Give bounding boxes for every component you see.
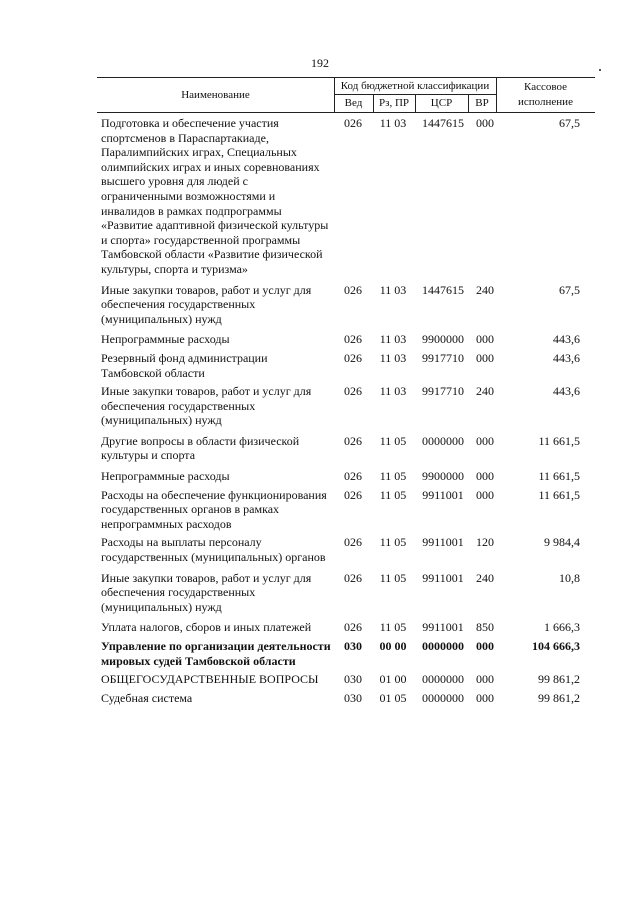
header-cash-line1: Кассовое	[524, 81, 567, 93]
row-name: Подготовка и обеспечение участия спортсменов в Параспартакиаде, Паралимпийских играх, Специальных олимпийских играх и иных соревнованиях высшего уровня для людей с ограниченными возможностями и инвалидов в рамках подпрограммы «Развитие адаптивной физической культуры и спорта» государственной программы Тамбовской области «Развитие физической культуры, спорта и туризма»	[101, 116, 329, 276]
table-row	[0, 351, 640, 380]
row-amount: 443,6	[553, 332, 580, 347]
table-row	[0, 535, 640, 564]
row-rz-pr: 11 03	[379, 350, 407, 365]
row-amount: 67,5	[559, 116, 580, 130]
row-csr: 0000000	[422, 639, 464, 653]
row-ved: 026	[344, 384, 362, 399]
table-body	[0, 116, 640, 709]
row-ved: 026	[344, 282, 362, 297]
row-amount: 11 661,5	[538, 487, 580, 502]
row-vr: 240	[476, 570, 494, 585]
row-csr: 9900000	[422, 332, 464, 347]
row-vr: 240	[476, 384, 494, 399]
row-vr: 000	[476, 672, 494, 687]
row-csr: 1447615	[422, 282, 464, 297]
row-rz-pr: 11 05	[379, 469, 407, 484]
table-row	[0, 283, 640, 327]
table-row	[0, 672, 640, 687]
row-vr: 000	[476, 690, 494, 705]
row-vr: 000	[476, 433, 494, 448]
row-name: Расходы на обеспечение функционирования государственных органов в рамках непрограммных расходов	[101, 487, 327, 531]
row-amount: 443,6	[553, 384, 580, 399]
row-csr: 9911001	[422, 535, 464, 550]
table-row	[0, 434, 640, 463]
row-amount: 10,8	[559, 570, 580, 585]
row-ved: 026	[344, 620, 362, 635]
row-rz-pr: 11 03	[379, 384, 407, 399]
row-name: Управление по организации деятельности мировых судей Тамбовской области	[101, 639, 331, 668]
row-ved: 026	[344, 469, 362, 484]
row-ved: 030	[344, 639, 362, 653]
row-vr: 120	[476, 535, 494, 550]
row-name: Непрограммные расходы	[101, 469, 230, 484]
table-row	[0, 332, 640, 347]
row-name: Расходы на выплаты персоналу государственных (муниципальных) органов	[101, 535, 326, 565]
header-rz-pr: Рз, ПР	[378, 97, 410, 109]
row-csr: 1447615	[422, 116, 464, 130]
row-csr: 9911001	[422, 570, 464, 585]
header-code-group: Код бюджетной классификации	[340, 80, 490, 92]
row-vr: 000	[476, 116, 494, 130]
header-cash-line2: исполнение	[518, 96, 573, 108]
row-amount: 9 984,4	[544, 535, 580, 550]
row-csr: 9917710	[422, 350, 464, 365]
row-vr: 240	[476, 282, 494, 297]
table-header	[97, 77, 595, 113]
row-amount: 11 661,5	[538, 469, 580, 484]
row-name: Уплата налогов, сборов и иных платежей	[101, 620, 312, 635]
row-amount: 67,5	[559, 282, 580, 297]
row-ved: 026	[344, 487, 362, 502]
row-name: Судебная система	[101, 690, 193, 705]
row-csr: 0000000	[422, 433, 464, 448]
row-ved: 030	[344, 672, 362, 687]
row-name: Иные закупки товаров, работ и услуг для обеспечения государственных (муниципальных) нужд	[101, 384, 312, 428]
row-ved: 026	[344, 116, 362, 130]
row-name: Иные закупки товаров, работ и услуг для обеспечения государственных (муниципальных) нужд	[101, 570, 312, 614]
table-row	[0, 620, 640, 635]
row-amount: 11 661,5	[538, 433, 580, 448]
row-amount: 99 861,2	[538, 672, 580, 687]
row-ved: 026	[344, 535, 362, 550]
row-amount: 99 861,2	[538, 690, 580, 705]
row-rz-pr: 11 05	[379, 570, 407, 585]
row-vr: 000	[476, 332, 494, 347]
row-ved: 026	[344, 332, 362, 347]
table-row	[0, 571, 640, 615]
table-row	[0, 691, 640, 706]
row-ved: 026	[344, 433, 362, 448]
row-rz-pr: 01 00	[379, 672, 407, 687]
row-vr: 000	[476, 469, 494, 484]
row-ved: 026	[344, 350, 362, 365]
table-row	[0, 469, 640, 484]
header-vr: ВР	[475, 97, 489, 109]
row-csr: 9911001	[422, 620, 464, 635]
row-csr: 9911001	[422, 487, 464, 502]
row-rz-pr: 11 05	[379, 433, 407, 448]
table-row	[0, 488, 640, 532]
row-rz-pr: 11 03	[379, 116, 407, 130]
row-rz-pr: 11 05	[379, 487, 407, 502]
table-row	[0, 384, 640, 428]
row-ved: 026	[344, 570, 362, 585]
row-rz-pr: 11 03	[379, 332, 407, 347]
row-vr: 000	[476, 639, 494, 653]
row-rz-pr: 00 00	[379, 639, 407, 653]
row-csr: 9900000	[422, 469, 464, 484]
row-rz-pr: 11 03	[379, 282, 407, 297]
row-name: Иные закупки товаров, работ и услуг для обеспечения государственных (муниципальных) нужд	[101, 282, 312, 326]
row-name: Резервный фонд администрации Тамбовской области	[101, 350, 268, 380]
row-rz-pr: 11 05	[379, 620, 407, 635]
row-vr: 000	[476, 350, 494, 365]
row-name: Непрограммные расходы	[101, 332, 230, 347]
header-ved: Вед	[344, 97, 363, 109]
row-amount: 443,6	[553, 350, 580, 365]
header-subdivider	[334, 94, 496, 95]
scan-speck	[599, 69, 601, 71]
row-vr: 000	[476, 487, 494, 502]
row-rz-pr: 01 05	[379, 690, 407, 705]
row-csr: 0000000	[422, 672, 464, 687]
header-csr: ЦСР	[430, 97, 453, 109]
page-number: 192	[311, 56, 329, 70]
row-vr: 850	[476, 620, 494, 635]
table-row	[0, 639, 640, 668]
row-rz-pr: 11 05	[379, 535, 407, 550]
row-name: ОБЩЕГОСУДАРСТВЕННЫЕ ВОПРОСЫ	[101, 672, 319, 687]
table-row	[0, 116, 640, 277]
row-amount: 1 666,3	[544, 620, 580, 635]
row-amount: 104 666,3	[532, 639, 580, 653]
row-ved: 030	[344, 690, 362, 705]
row-csr: 0000000	[422, 690, 464, 705]
row-csr: 9917710	[422, 384, 464, 399]
header-name: Наименование	[181, 89, 250, 101]
row-name: Другие вопросы в области физической культуры и спорта	[101, 433, 300, 463]
